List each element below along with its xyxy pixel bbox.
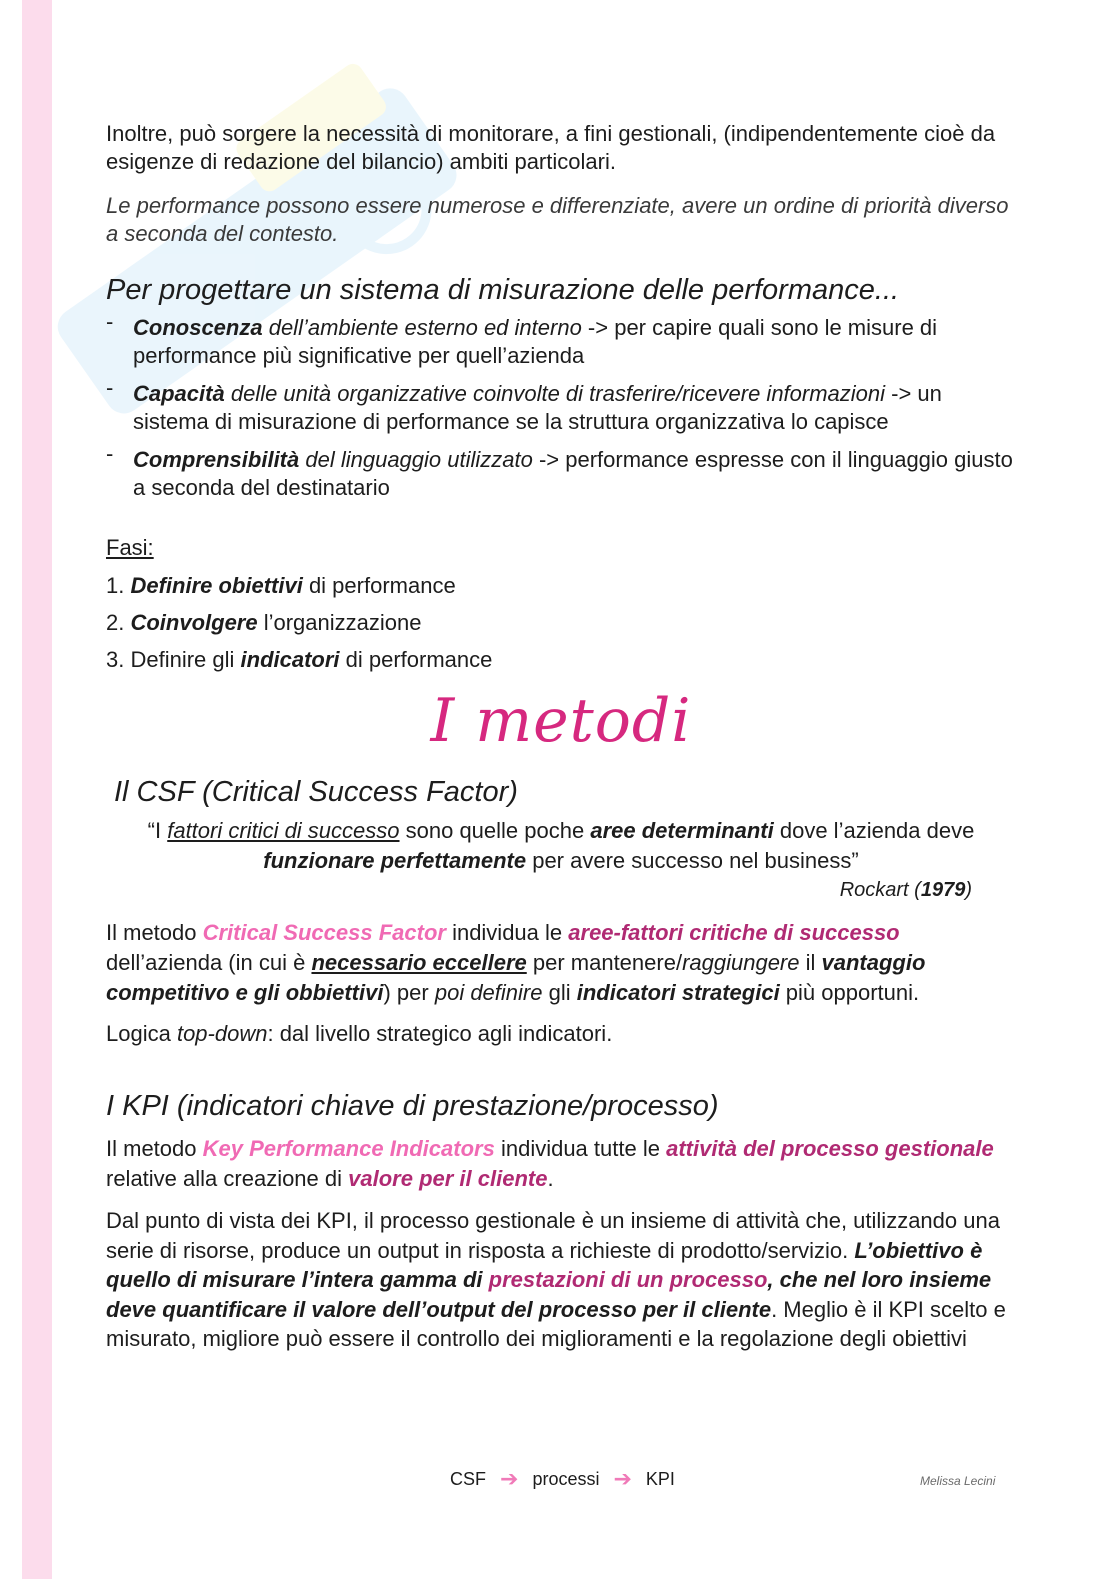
flow-step-processi: processi bbox=[532, 1468, 600, 1489]
quote-citation: Rockart (1979) bbox=[839, 879, 972, 901]
kpi-paragraph: Il metodo Key Performance Indicators individua tutte le attività del processo gestionale relative alla creazione di valore per il cliente. bbox=[106, 1136, 994, 1191]
dash-icon: - bbox=[106, 309, 114, 334]
csf-quote: “I fattori critici di successo sono quelle poche aree determinanti dove l’azienda deve funzionare perfettamente per avere successo nel business” bbox=[147, 818, 975, 873]
phase-item: 3. Definire gli indicatori di performance bbox=[106, 647, 493, 672]
csf-logic: Logica top-down: dal livello strategico agli indicatori. bbox=[106, 1021, 613, 1046]
methods-title: I metodi bbox=[430, 686, 692, 756]
flow-diagram bbox=[450, 1466, 675, 1492]
document-page bbox=[106, 120, 1016, 1354]
kpi-detail-paragraph: Dal punto di vista dei KPI, il processo gestionale è un insieme di attività che, utilizzando una serie di risorse, produce un output in risposta a richieste di prodotto/servizio. L’obiettivo è quello di misurare l’intera gamma di prestazioni di un processo, che nel loro insieme deve quantificare il valore dell’output del processo per il cliente. Meglio è il KPI scelto e misurato, migliore può essere il controllo dei miglioramenti e la regolazione degli obiettivi bbox=[106, 1208, 1006, 1351]
arrow-right-icon: ➔ bbox=[613, 1466, 632, 1491]
kpi-heading: I KPI (indicatori chiave di prestazione/processo) bbox=[106, 1090, 719, 1122]
list-item: - Capacità delle unità organizzative coinvolte di trasferire/ricevere informazioni -> un sistema di misurazione di performance se la struttura organizzativa lo capisce bbox=[106, 375, 942, 434]
list-item: - Comprensibilità del linguaggio utilizzato -> performance espresse con il linguaggio giusto a seconda del destinatario bbox=[106, 441, 1013, 500]
arrow-right-icon: ➔ bbox=[500, 1466, 519, 1491]
left-margin-bar bbox=[22, 0, 52, 1579]
phases-label: Fasi: bbox=[106, 535, 154, 560]
list-item: - Conoscenza dell’ambiente esterno ed interno -> per capire quali sono le misure di performance più significative per quell’azienda bbox=[106, 309, 938, 368]
intro-paragraph: Inoltre, può sorgere la necessità di monitorare, a fini gestionali, (indipendentemente cioè da esigenze di redazione del bilancio) ambiti particolari. bbox=[106, 121, 996, 174]
flow-step-kpi: KPI bbox=[645, 1468, 675, 1489]
dash-icon: - bbox=[106, 375, 114, 400]
flow-step-csf: CSF bbox=[450, 1468, 486, 1489]
csf-paragraph: Il metodo Critical Success Factor individua le aree-fattori critiche di successo dell’azienda (in cui è necessario eccellere per mantenere/raggiungere il vantaggio competitivo e gli obbiettivi) per poi definire gli indicatori strategici più opportuni. bbox=[106, 920, 926, 1005]
phase-item: 2. Coinvolgere l’organizzazione bbox=[106, 610, 422, 635]
author-signature: Melissa Lecini bbox=[920, 1474, 996, 1488]
intro-note: Le performance possono essere numerose e differenziate, avere un ordine di priorità diverso a seconda del contesto. bbox=[106, 193, 1009, 246]
dash-icon: - bbox=[106, 441, 114, 466]
design-bullet-list bbox=[106, 309, 1016, 502]
csf-heading: Il CSF (Critical Success Factor) bbox=[114, 776, 518, 808]
phase-item: 1. Definire obiettivi di performance bbox=[106, 573, 456, 598]
design-heading: Per progettare un sistema di misurazione delle performance... bbox=[106, 274, 900, 306]
